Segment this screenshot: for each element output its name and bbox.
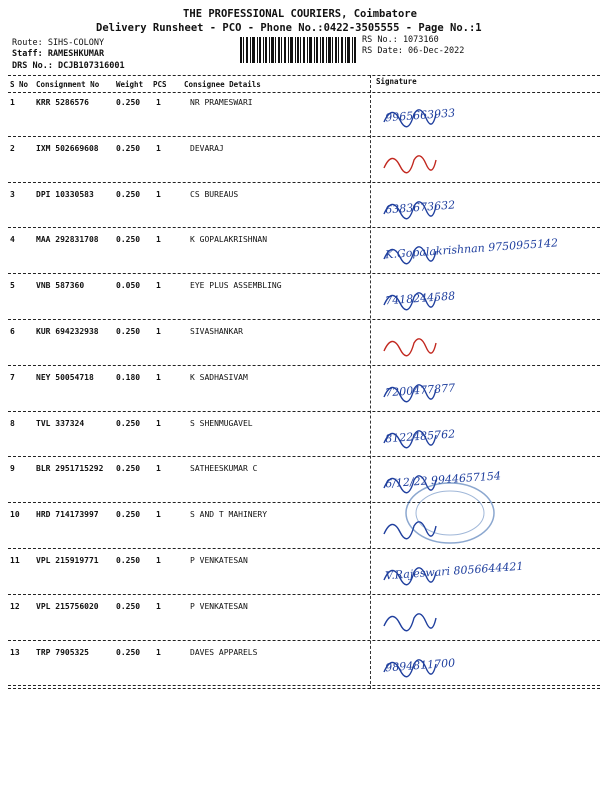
row-sno: 5 bbox=[10, 281, 15, 290]
row-signature-mark bbox=[372, 94, 592, 134]
row-separator bbox=[8, 502, 600, 503]
col-header-pcs: PCS bbox=[153, 80, 167, 89]
row-sno: 3 bbox=[10, 190, 15, 199]
row-signature-mark bbox=[372, 323, 592, 363]
row-sno: 13 bbox=[10, 648, 20, 657]
row-pcs: 1 bbox=[156, 144, 161, 153]
row-consignment-no: TVL 337324 bbox=[36, 419, 85, 428]
header-top-rule bbox=[8, 75, 600, 76]
row-consignee: DEVARAJ bbox=[190, 144, 224, 153]
row-signature-handwriting: 8122485762 bbox=[384, 427, 456, 446]
company-title: THE PROFESSIONAL COURIERS, Coimbatore bbox=[183, 8, 417, 20]
row-sno: 10 bbox=[10, 510, 20, 519]
table-bottom-rule bbox=[8, 688, 600, 689]
row-separator bbox=[8, 594, 600, 595]
row-weight: 0.250 bbox=[116, 235, 141, 244]
col-header-consignment: Consignment No bbox=[36, 80, 100, 89]
col-header-weight: Weight bbox=[116, 80, 144, 89]
row-signature-mark bbox=[372, 140, 592, 180]
row-pcs: 1 bbox=[156, 327, 161, 336]
row-separator bbox=[8, 685, 600, 686]
row-sno: 6 bbox=[10, 327, 15, 336]
row-signature-mark bbox=[372, 415, 592, 455]
row-weight: 0.180 bbox=[116, 373, 141, 382]
row-consignment-no: VNB 587360 bbox=[36, 281, 85, 290]
header-bottom-rule bbox=[8, 92, 600, 93]
row-pcs: 1 bbox=[156, 510, 161, 519]
row-separator bbox=[8, 548, 600, 549]
row-consignment-no: BLR 2951715292 bbox=[36, 464, 104, 473]
row-consignee: S AND T MAHINERY bbox=[190, 510, 268, 519]
row-sno: 1 bbox=[10, 98, 15, 107]
col-header-signature: Signature bbox=[376, 77, 417, 86]
row-signature-mark bbox=[372, 644, 592, 684]
circular-stamp bbox=[400, 478, 500, 548]
row-weight: 0.250 bbox=[116, 327, 141, 336]
row-consignee: P VENKATESAN bbox=[190, 602, 248, 611]
row-consignee: NR PRAMESWARI bbox=[190, 98, 253, 107]
row-weight: 0.250 bbox=[116, 144, 141, 153]
row-pcs: 1 bbox=[156, 281, 161, 290]
staff-label: Staff: RAMESHKUMAR bbox=[12, 49, 105, 59]
row-sno: 9 bbox=[10, 464, 15, 473]
row-separator bbox=[8, 456, 600, 457]
row-weight: 0.250 bbox=[116, 98, 141, 107]
row-weight: 0.250 bbox=[116, 510, 141, 519]
row-signature-handwriting: 6/12/22 9944657154 bbox=[384, 469, 502, 491]
row-pcs: 1 bbox=[156, 373, 161, 382]
row-consignee: S SHENMUGAVEL bbox=[190, 419, 253, 428]
runsheet-subtitle: Delivery Runsheet - PCO - Phone No.:0422-3505555 - Page No.:1 bbox=[96, 22, 482, 34]
row-separator bbox=[8, 365, 600, 366]
row-signature-handwriting: 7418244588 bbox=[384, 289, 456, 308]
row-signature-mark bbox=[372, 231, 592, 271]
row-signature-handwriting: 9965663933 bbox=[384, 106, 456, 125]
row-weight: 0.250 bbox=[116, 419, 141, 428]
row-consignment-no: IXM 502669608 bbox=[36, 144, 99, 153]
row-consignment-no: VPL 215919771 bbox=[36, 556, 99, 565]
row-consignment-no: KRR 5286576 bbox=[36, 98, 89, 107]
row-consignment-no: TRP 7905325 bbox=[36, 648, 89, 657]
rs-number: RS No.: 1073160 bbox=[362, 35, 439, 45]
row-separator bbox=[8, 319, 600, 320]
row-weight: 0.050 bbox=[116, 281, 141, 290]
row-pcs: 1 bbox=[156, 190, 161, 199]
row-signature-mark bbox=[372, 186, 592, 226]
row-separator bbox=[8, 640, 600, 641]
col-header-sno: S No bbox=[10, 80, 29, 89]
row-weight: 0.250 bbox=[116, 190, 141, 199]
row-pcs: 1 bbox=[156, 419, 161, 428]
row-consignment-no: MAA 292831708 bbox=[36, 235, 99, 244]
row-weight: 0.250 bbox=[116, 648, 141, 657]
row-pcs: 1 bbox=[156, 602, 161, 611]
row-consignee: EYE PLUS ASSEMBLING bbox=[190, 281, 282, 290]
row-consignment-no: HRD 714173997 bbox=[36, 510, 99, 519]
row-signature-mark bbox=[372, 598, 592, 638]
row-pcs: 1 bbox=[156, 235, 161, 244]
row-sno: 4 bbox=[10, 235, 15, 244]
row-consignee: SATHEESKUMAR C bbox=[190, 464, 258, 473]
row-consignee: P VENKATESAN bbox=[190, 556, 248, 565]
row-consignee: DAVES APPARELS bbox=[190, 648, 258, 657]
row-signature-handwriting: K.Gopalakrishnan 9750955142 bbox=[384, 236, 559, 262]
row-consignment-no: DPI 10330583 bbox=[36, 190, 94, 199]
row-signature-mark bbox=[372, 277, 592, 317]
row-consignee: K SADHASIVAM bbox=[190, 373, 248, 382]
barcode-image bbox=[240, 37, 356, 63]
row-pcs: 1 bbox=[156, 98, 161, 107]
row-sno: 12 bbox=[10, 602, 20, 611]
row-pcs: 1 bbox=[156, 648, 161, 657]
row-separator bbox=[8, 411, 600, 412]
drs-number: DRS No.: DCJB107316001 bbox=[12, 61, 125, 71]
row-signature-handwriting: 7200477877 bbox=[384, 381, 456, 400]
row-separator bbox=[8, 227, 600, 228]
row-consignment-no: VPL 215756020 bbox=[36, 602, 99, 611]
row-consignee: SIVASHANKAR bbox=[190, 327, 243, 336]
row-sno: 11 bbox=[10, 556, 20, 565]
row-sno: 8 bbox=[10, 419, 15, 428]
row-weight: 0.250 bbox=[116, 556, 141, 565]
row-separator bbox=[8, 273, 600, 274]
signature-column-divider bbox=[370, 75, 371, 689]
row-consignment-no: KUR 694232938 bbox=[36, 327, 99, 336]
row-separator bbox=[8, 136, 600, 137]
row-pcs: 1 bbox=[156, 556, 161, 565]
row-weight: 0.250 bbox=[116, 464, 141, 473]
row-signature-mark bbox=[372, 552, 592, 592]
row-signature-handwriting: 6383673632 bbox=[384, 198, 456, 217]
col-header-consignee: Consignee Details bbox=[184, 80, 261, 89]
row-consignee: K GOPALAKRISHNAN bbox=[190, 235, 268, 244]
rs-date: RS Date: 06-Dec-2022 bbox=[362, 46, 465, 56]
row-weight: 0.250 bbox=[116, 602, 141, 611]
row-separator bbox=[8, 182, 600, 183]
row-pcs: 1 bbox=[156, 464, 161, 473]
row-signature-handwriting: 9894811700 bbox=[384, 656, 456, 675]
row-sno: 7 bbox=[10, 373, 15, 382]
row-signature-handwriting: V.Rajeswari 8056644421 bbox=[384, 559, 524, 583]
row-sno: 2 bbox=[10, 144, 15, 153]
row-consignee: CS BUREAUS bbox=[190, 190, 239, 199]
row-signature-mark bbox=[372, 369, 592, 409]
row-consignment-no: NEY 50054718 bbox=[36, 373, 94, 382]
route-label: Route: SIHS-COLONY bbox=[12, 38, 105, 48]
